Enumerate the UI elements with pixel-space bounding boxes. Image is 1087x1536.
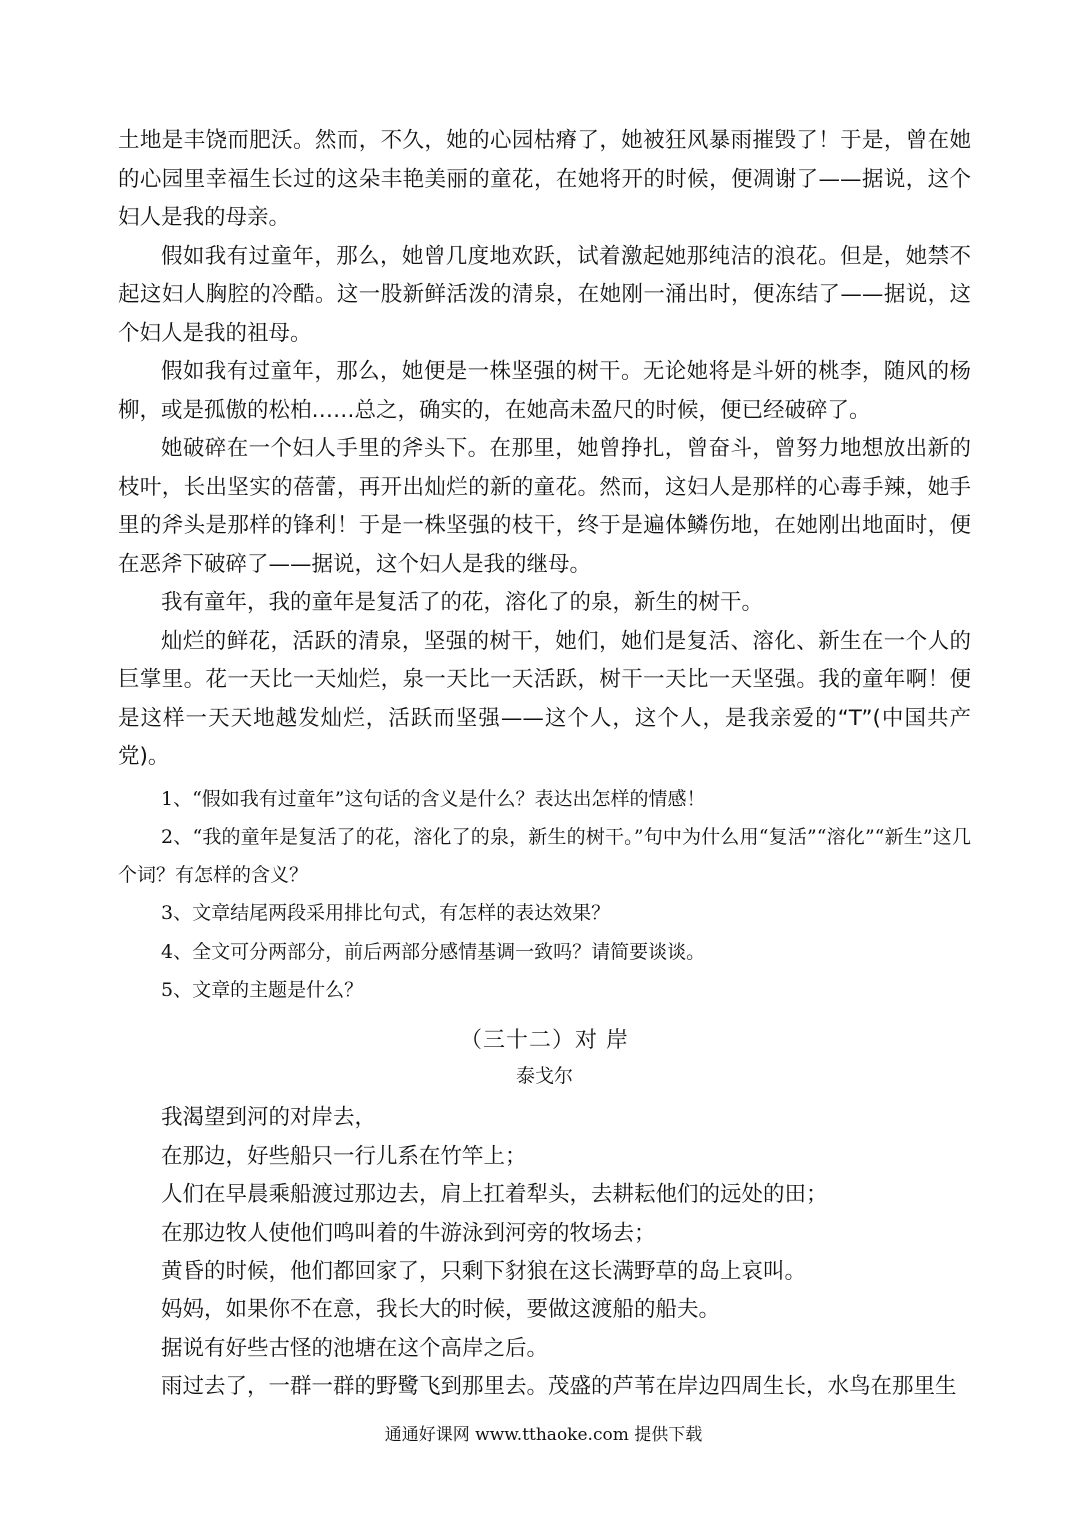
poem-line: 雨过去了，一群一群的野鹭飞到那里去。茂盛的芦苇在岸边四周生长，水鸟在那里生 (161, 1374, 957, 1400)
question-item: 1、“假如我有过童年”这句话的含义是什么？表达出怎样的情感！ (161, 787, 706, 810)
poem-line: 在那边，好些船只一行儿系在竹竿上； (161, 1143, 527, 1169)
essay-body (118, 122, 971, 777)
essay-paragraph: 灿烂的鲜花，活跃的清泉，坚强的树干，她们，她们是复活、溶化、新生在一个人的巨掌里。花一天比一天灿烂，泉一天比一天活跃，树干一天比一天坚强。我的童年啊！便是这样一天天地越发灿烂，活跃而坚强——这个人，这个人，是我亲爱的“T”(中国共产党)。 (118, 628, 971, 769)
question-item: 5、文章的主题是什么？ (161, 978, 364, 1001)
question-list (118, 780, 971, 1010)
page-footer: 通通好课网 www.tthaoke.com 提供下载 (384, 1425, 703, 1445)
poem-line: 黄昏的时候，他们都回家了，只剩下豺狼在这长满野草的岛上哀叫。 (161, 1258, 807, 1284)
poem-line: 人们在早晨乘船渡过那边去，肩上扛着犁头，去耕耘他们的远处的田； (161, 1182, 828, 1208)
author-name: 泰戈尔 (515, 1065, 573, 1088)
question-item: 3、文章结尾两段采用排比句式，有怎样的表达效果？ (161, 902, 611, 925)
question-item: 4、全文可分两部分，前后两部分感情基调一致吗？请简要谈谈。 (161, 940, 706, 963)
essay-paragraph: 她破碎在一个妇人手里的斧头下。在那里，她曾挣扎，曾奋斗，曾努力地想放出新的枝叶，长出坚实的蓓蕾，再开出灿烂的新的童花。然而，这妇人是那样的心毒手辣，她手里的斧头是那样的锋利！于是一株坚强的枝干，终于是遍体鳞伤地，在她刚出地面时，便在恶斧下破碎了——据说，这个妇人是我的继母。 (118, 436, 971, 577)
question-item: 2、“我的童年是复活了的花，溶化了的泉，新生的树干。”句中为什么用“复活”“溶化”“新生”这几个词？有怎样的含义？ (118, 825, 971, 887)
essay-paragraph: 土地是丰饶而肥沃。然而，不久，她的心园枯瘠了，她被狂风暴雨摧毁了！于是，曾在她的心园里幸福生长过的这朵丰艳美丽的童花，在她将开的时候，便凋谢了——据说，这个妇人是我的母亲。 (118, 128, 971, 230)
section-title: （三十二）对 岸 (460, 1028, 629, 1054)
document-page (118, 122, 971, 1407)
poem-body (118, 1099, 971, 1406)
poem-line: 妈妈，如果你不在意，我长大的时候，要做这渡船的船夫。 (161, 1297, 721, 1323)
poem-line: 在那边牧人使他们鸣叫着的牛游泳到河旁的牧场去； (161, 1220, 656, 1246)
poem-line: 据说有好些古怪的池塘在这个高岸之后。 (161, 1335, 549, 1361)
poem-line: 我渴望到河的对岸去， (161, 1105, 377, 1131)
essay-paragraph: 假如我有过童年，那么，她曾几度地欢跃，试着激起她那纯洁的浪花。但是，她禁不起这妇人胸腔的冷酷。这一股新鲜活泼的清泉，在她刚一涌出时，便冻结了——据说，这个妇人是我的祖母。 (118, 243, 971, 346)
essay-paragraph: 我有童年，我的童年是复活了的花，溶化了的泉，新生的树干。 (161, 590, 764, 615)
essay-paragraph: 假如我有过童年，那么，她便是一株坚强的树干。无论她将是斗妍的桃李，随风的杨柳，或是孤傲的松柏……总之，确实的，在她高未盈尺的时候，便已经破碎了。 (118, 359, 971, 423)
